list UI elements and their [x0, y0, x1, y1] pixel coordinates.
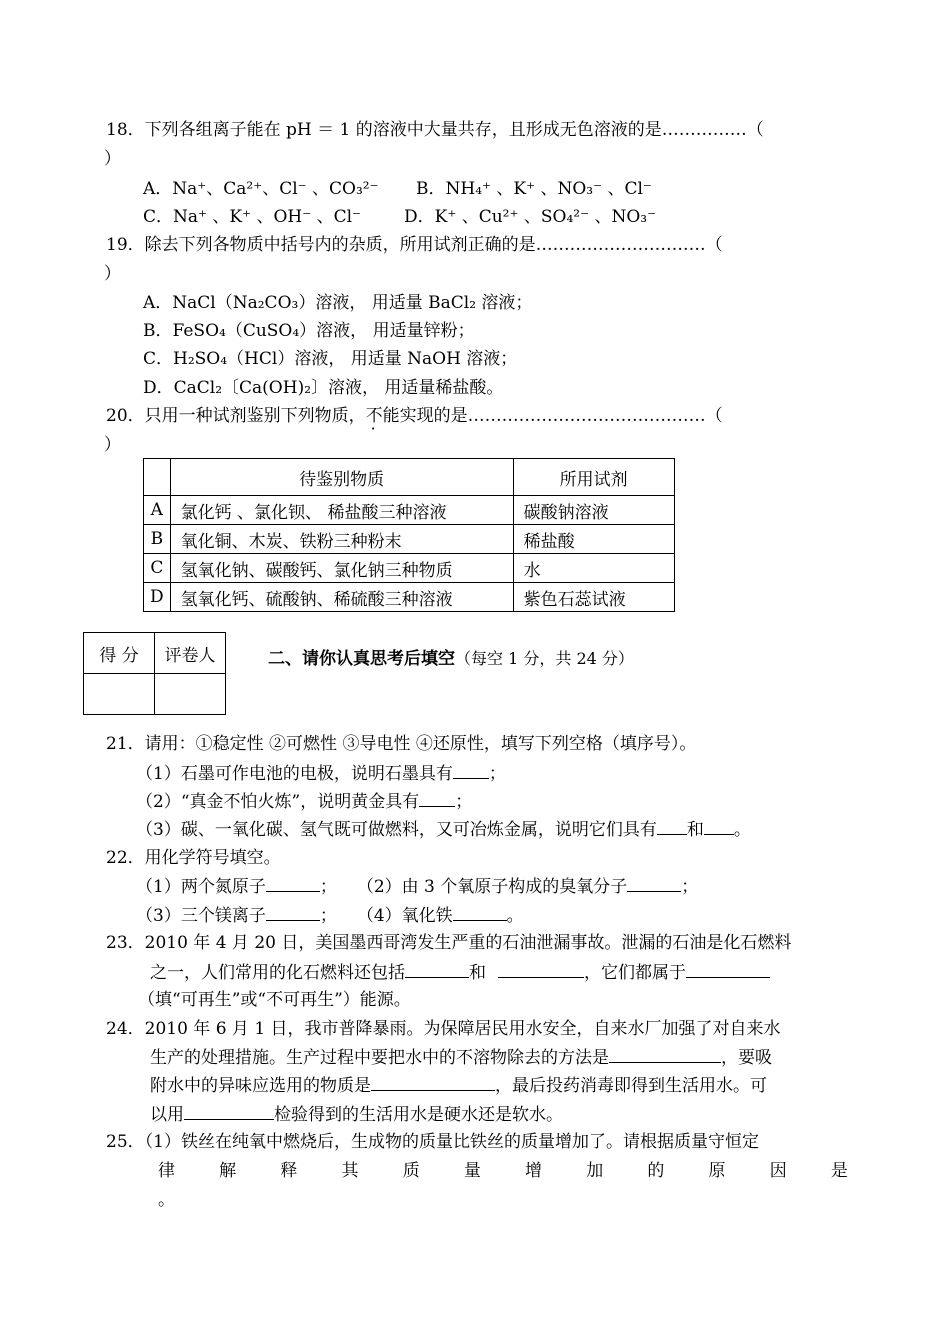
- q20-stem-part2: 实现的是……………………………………（: [399, 406, 723, 426]
- answer-blank[interactable]: [609, 1046, 721, 1063]
- q18-close: ）: [104, 149, 121, 169]
- q22-stem: 22．用化学符号填空。: [106, 848, 281, 868]
- q22-part3-text: （3）三个镁离子: [136, 906, 266, 926]
- q25-line3: 。: [158, 1190, 175, 1210]
- header-cell: 待鉴别物质: [170, 459, 513, 496]
- q24-line3: [150, 1074, 767, 1097]
- grader-field[interactable]: [155, 674, 226, 715]
- reagent-cell: 紫色石蕊试液: [513, 583, 674, 612]
- answer-blank[interactable]: [453, 762, 489, 779]
- answer-blank[interactable]: [371, 1074, 495, 1091]
- q20-table: [143, 458, 675, 612]
- q24-line3-text1: 附水中的异味应选用的物质是: [150, 1076, 371, 1096]
- q22-part4-end: 。: [506, 906, 524, 926]
- q20-close: ）: [104, 435, 121, 455]
- q22-part1-semi: ；: [319, 877, 337, 897]
- q22-part2-text: （2）由 3 个氧原子构成的臭氧分子: [356, 877, 628, 897]
- q22-part1-text: （1）两个氮原子: [136, 877, 266, 897]
- q25-char: 因: [769, 1161, 787, 1181]
- q20-stem: [106, 405, 723, 427]
- q25-char: 律: [158, 1161, 175, 1181]
- q24-line4-text2: 检验得到的生活用水是硬水还是软水。: [274, 1105, 563, 1125]
- table-row: [144, 554, 675, 583]
- q19-option-d: D．CaCl₂〔Ca(OH)₂〕溶液， 用适量稀盐酸。: [143, 378, 504, 398]
- q22-part2-semi: ；: [681, 877, 699, 897]
- q25-line2: [158, 1160, 848, 1182]
- q21-part3: [136, 818, 751, 841]
- q18-option-d: D．K⁺ 、Cu²⁺ 、SO₄²⁻ 、NO₃⁻: [404, 207, 657, 227]
- answer-blank[interactable]: [405, 961, 469, 978]
- score-box: [83, 632, 226, 715]
- q24-line4-text1: 以用: [150, 1105, 184, 1125]
- q19-option-c: C．H₂SO₄（HCl）溶液， 用适量 NaOH 溶液；: [143, 349, 518, 369]
- q25-char: 质: [402, 1161, 420, 1181]
- q25-char: 释: [280, 1161, 298, 1181]
- row-label: B: [144, 525, 171, 554]
- substances-cell: 氯化钙 、氯化钡、 稀盐酸三种溶液: [170, 496, 513, 525]
- table-row: [144, 525, 675, 554]
- answer-blank[interactable]: [704, 818, 734, 835]
- q18-option-c: C．Na⁺ 、K⁺ 、OH⁻ 、Cl⁻: [143, 207, 362, 227]
- table-row: [144, 583, 675, 612]
- q23-line1: 23．2010 年 4 月 20 日，美国墨西哥湾发生严重的石油泄漏事故。泄漏的石油是化石燃料: [106, 933, 792, 953]
- q23-line2-text2: ，它们都属于: [584, 963, 686, 983]
- answer-blank[interactable]: [657, 818, 687, 835]
- answer-blank[interactable]: [498, 961, 584, 978]
- row-label: C: [144, 554, 171, 583]
- q25-char: 解: [219, 1161, 237, 1181]
- q22-line2: [136, 904, 524, 927]
- substances-cell: 氧化铜、木炭、铁粉三种粉末: [170, 525, 513, 554]
- answer-blank[interactable]: [686, 961, 770, 978]
- q24-line2: [150, 1046, 772, 1069]
- q21-part3-end: 。: [733, 820, 751, 840]
- section-2-title: 二、请你认真思考后填空: [268, 649, 455, 669]
- header-cell: [144, 459, 171, 496]
- reagent-cell: 碳酸钠溶液: [513, 496, 674, 525]
- q25-char: 其: [341, 1161, 359, 1181]
- reagent-cell: 稀盐酸: [513, 525, 674, 554]
- q25-char: 是: [830, 1161, 848, 1181]
- answer-blank[interactable]: [266, 904, 320, 921]
- answer-blank[interactable]: [419, 790, 455, 807]
- q21-part1-text: （1）石墨可作电池的电极，说明石墨具有: [136, 764, 453, 784]
- q21-part1-semi: ；: [488, 764, 506, 784]
- q25-line1: 25．（1）铁丝在纯氧中燃烧后，生成物的质量比铁丝的质量增加了。请根据质量守恒定: [106, 1132, 759, 1152]
- q20-stem-part1: 20．只用一种试剂鉴别下列物质，: [106, 406, 366, 426]
- grader-label: 评卷人: [155, 633, 226, 674]
- q25-char: 原: [708, 1161, 726, 1181]
- reagent-cell: 水: [513, 554, 674, 583]
- substances-cell: 氢氧化钠、碳酸钙、氯化钠三种物质: [170, 554, 513, 583]
- answer-blank[interactable]: [266, 875, 320, 892]
- answer-blank[interactable]: [627, 875, 681, 892]
- section-2-heading: [268, 648, 634, 670]
- q19-close: ）: [104, 264, 121, 284]
- header-cell: 所用试剂: [513, 459, 674, 496]
- q21-part2-semi: ；: [455, 792, 473, 812]
- section-2-note: （每空 1 分，共 24 分）: [455, 649, 634, 668]
- q25-char: 加: [586, 1161, 604, 1181]
- q18-option-b: B．NH₄⁺ 、K⁺ 、NO₃⁻ 、Cl⁻: [416, 179, 652, 199]
- answer-blank[interactable]: [453, 904, 507, 921]
- answer-blank[interactable]: [184, 1103, 274, 1120]
- q18-stem: 18．下列各组离子能在 pH ＝ 1 的溶液中大量共存，且形成无色溶液的是……………（: [106, 120, 764, 140]
- q22-part3-semi: ；: [319, 906, 337, 926]
- q24-line3-text2: ，最后投药消毒即得到生活用水。可: [495, 1076, 767, 1096]
- q22-line1: [136, 875, 698, 898]
- score-label: 得 分: [84, 633, 155, 674]
- q19-option-a: A．NaCl（Na₂CO₃）溶液， 用适量 BaCl₂ 溶液；: [143, 293, 533, 313]
- substances-cell: 氢氧化钙、硫酸钠、稀硫酸三种溶液: [170, 583, 513, 612]
- q21-stem: 21．请用：①稳定性 ②可燃性 ③导电性 ④还原性，填写下列空格（填序号）。: [106, 734, 697, 754]
- q21-part2-text: （2）“真金不怕火炼”，说明黄金具有: [136, 792, 420, 812]
- q21-part2: [136, 790, 472, 813]
- q24-line2-text2: ，要吸: [721, 1048, 772, 1068]
- q25-char: 增: [525, 1161, 543, 1181]
- q18-option-a: A．Na⁺、Ca²⁺、Cl⁻ 、CO₃²⁻: [143, 179, 379, 199]
- score-field[interactable]: [84, 674, 155, 715]
- row-label: D: [144, 583, 171, 612]
- q24-line1: 24．2010 年 6 月 1 日，我市普降暴雨。为保障居民用水安全，自来水厂加强了对自来水: [106, 1019, 781, 1039]
- q21-part3-and: 和: [686, 820, 704, 840]
- q19-stem: 19．除去下列各物质中括号内的杂质，所用试剂正确的是…………………………（: [106, 235, 723, 255]
- q23-line3: （填“可再生”或“不可再生”）能源。: [138, 990, 411, 1010]
- q25-char: 的: [647, 1161, 665, 1181]
- q21-part3-text: （3）碳、一氧化碳、氢气既可做燃料，又可冶炼金属，说明它们具有: [136, 820, 657, 840]
- row-label: A: [144, 496, 171, 525]
- q19-option-b: B．FeSO₄（CuSO₄）溶液， 用适量锌粉；: [143, 321, 475, 341]
- q21-part1: [136, 762, 506, 785]
- q25-char: 量: [463, 1161, 481, 1181]
- table-row: [144, 496, 675, 525]
- q23-line2-and: 和: [469, 963, 486, 983]
- q24-line4: [150, 1103, 563, 1126]
- q24-line2-text1: 生产的处理措施。生产过程中要把水中的不溶物除去的方法是: [150, 1048, 609, 1068]
- q22-part4-text: （4）氧化铁: [356, 906, 453, 926]
- q23-line2-text1: 之一，人们常用的化石燃料还包括: [150, 963, 405, 983]
- q23-line2: [150, 961, 770, 984]
- table-header-row: [144, 459, 675, 496]
- q20-stem-emphasis: 不能: [365, 406, 400, 426]
